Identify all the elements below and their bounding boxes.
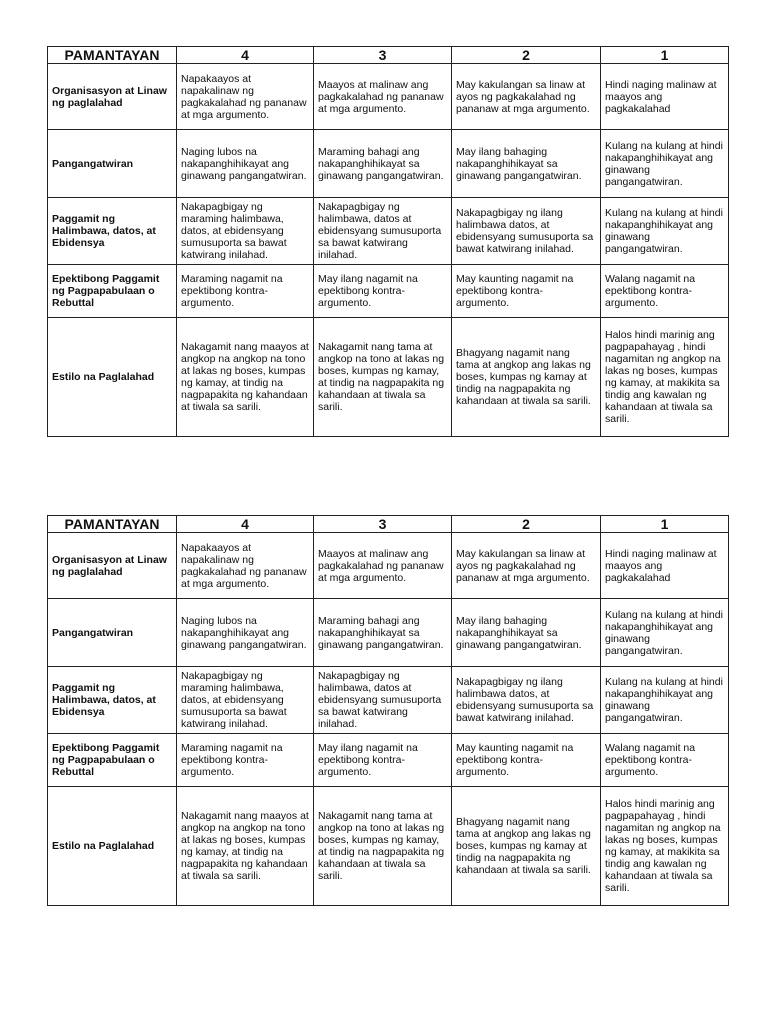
rubric-cell: Nakapagbigay ng ilang halimbawa datos, at ebidensyang sumusuporta sa bawat katwirang inilahad. [452,667,601,734]
rubric-cell: Maraming bahagi ang nakapanghihikayat sa ginawang pangangatwiran. [314,599,452,667]
header-score-3: 3 [314,47,452,64]
rubric-cell: Hindi naging malinaw at maayos ang pagkakalahad [601,64,729,130]
rubric-cell: May kakulangan sa linaw at ayos ng pagkakalahad ng pananaw at mga argumento. [452,64,601,130]
header-score-3: 3 [314,516,452,533]
header-score-4: 4 [177,47,314,64]
rubric-cell: Naging lubos na nakapanghihikayat ang ginawang pangangatwiran. [177,130,314,198]
rubric-cell: Kulang na kulang at hindi nakapanghihikayat ang ginawang pangangatwiran. [601,198,729,265]
rubric-cell: Halos hindi marinig ang pagpapahayag , hindi nagamitan ng angkop na lakas ng boses, kumpas ng kamay, at makikita sa tindig ang kawalan ng kahandaan at tiwala sa sarili. [601,787,729,906]
criterion-label: Epektibong Paggamit ng Pagpapabulaan o Rebuttal [48,734,177,787]
criterion-label: Epektibong Paggamit ng Pagpapabulaan o Rebuttal [48,265,177,318]
header-row [48,516,729,533]
rubric-cell: Napakaayos at napakalinaw ng pagkakalahad ng pananaw at mga argumento. [177,533,314,599]
rubric-cell: May kaunting nagamit na epektibong kontra-argumento. [452,734,601,787]
rubric-cell: Kulang na kulang at hindi nakapanghihikayat ang ginawang pangangatwiran. [601,599,729,667]
header-row [48,47,729,64]
rubric-cell: May ilang nagamit na epektibong kontra-argumento. [314,265,452,318]
header-criterion: PAMANTAYAN [48,516,177,533]
table-row [48,64,729,130]
table-row [48,198,729,265]
rubric-table-top [47,46,729,437]
criterion-label: Estilo na Paglalahad [48,318,177,437]
criterion-label: Organisasyon at Linaw ng paglalahad [48,64,177,130]
rubric-cell: Nakagamit nang tama at angkop na tono at lakas ng boses, kumpas ng kamay, at tindig na nagpapakita ng kahandaan at tiwala sa sarili. [314,318,452,437]
table-row [48,130,729,198]
rubric-cell: Nakapagbigay ng maraming halimbawa, datos, at ebidensyang sumusuporta sa bawat katwirang inilahad. [177,198,314,265]
rubric-cell: Nakapagbigay ng maraming halimbawa, datos, at ebidensyang sumusuporta sa bawat katwirang inilahad. [177,667,314,734]
rubric-cell: Kulang na kulang at hindi nakapanghihikayat ang ginawang pangangatwiran. [601,130,729,198]
rubric-cell: Maraming bahagi ang nakapanghihikayat sa ginawang pangangatwiran. [314,130,452,198]
table-row [48,667,729,734]
rubric-cell: Bhagyang nagamit nang tama at angkop ang lakas ng boses, kumpas ng kamay at tindig na nagpapakita ng kahandaan at tiwala sa sarili. [452,787,601,906]
rubric-cell: Maraming nagamit na epektibong kontra-argumento. [177,265,314,318]
criterion-label: Paggamit ng Halimbawa, datos, at Ebidensya [48,198,177,265]
rubric-cell: Naging lubos na nakapanghihikayat ang ginawang pangangatwiran. [177,599,314,667]
criterion-label: Pangangatwiran [48,599,177,667]
rubric-cell: Nakagamit nang maayos at angkop na angkop na tono at lakas ng boses, kumpas ng kamay, at tindig na nagpapakita ng kahandaan at tiwala sa sarili. [177,318,314,437]
table-row [48,533,729,599]
rubric-cell: Maraming nagamit na epektibong kontra-argumento. [177,734,314,787]
rubric-cell: Maayos at malinaw ang pagkakalahad ng pananaw at mga argumento. [314,533,452,599]
rubric-cell: Nakapagbigay ng ilang halimbawa datos, at ebidensyang sumusuporta sa bawat katwirang inilahad. [452,198,601,265]
rubric-cell: Hindi naging malinaw at maayos ang pagkakalahad [601,533,729,599]
rubric-cell: Maayos at malinaw ang pagkakalahad ng pananaw at mga argumento. [314,64,452,130]
criterion-label: Paggamit ng Halimbawa, datos, at Ebidensya [48,667,177,734]
rubric-cell: Nakapagbigay ng halimbawa, datos at ebidensyang sumusuporta sa bawat katwirang inilahad. [314,667,452,734]
rubric-cell: Walang nagamit na epektibong kontra-argumento. [601,734,729,787]
header-score-4: 4 [177,516,314,533]
table-row [48,318,729,437]
rubric-cell: Nakagamit nang tama at angkop na tono at lakas ng boses, kumpas ng kamay, at tindig na nagpapakita ng kahandaan at tiwala sa sarili. [314,787,452,906]
criterion-label: Organisasyon at Linaw ng paglalahad [48,533,177,599]
table-row [48,599,729,667]
rubric-cell: May ilang nagamit na epektibong kontra-argumento. [314,734,452,787]
rubric-cell: Kulang na kulang at hindi nakapanghihikayat ang ginawang pangangatwiran. [601,667,729,734]
header-score-2: 2 [452,47,601,64]
header-score-2: 2 [452,516,601,533]
table-row [48,734,729,787]
header-score-1: 1 [601,516,729,533]
rubric-cell: Nakagamit nang maayos at angkop na angkop na tono at lakas ng boses, kumpas ng kamay, at tindig na nagpapakita ng kahandaan at tiwala sa sarili. [177,787,314,906]
rubric-cell: Walang nagamit na epektibong kontra-argumento. [601,265,729,318]
header-score-1: 1 [601,47,729,64]
rubric-cell: Napakaayos at napakalinaw ng pagkakalahad ng pananaw at mga argumento. [177,64,314,130]
table-row [48,787,729,906]
rubric-cell: Bhagyang nagamit nang tama at angkop ang lakas ng boses, kumpas ng kamay at tindig na nagpapakita ng kahandaan at tiwala sa sarili. [452,318,601,437]
criterion-label: Estilo na Paglalahad [48,787,177,906]
table-row [48,265,729,318]
criterion-label: Pangangatwiran [48,130,177,198]
rubric-cell: May ilang bahaging nakapanghihikayat sa ginawang pangangatwiran. [452,599,601,667]
rubric-cell: May ilang bahaging nakapanghihikayat sa ginawang pangangatwiran. [452,130,601,198]
rubric-cell: May kaunting nagamit na epektibong kontra-argumento. [452,265,601,318]
rubric-table-bottom [47,515,729,906]
rubric-cell: Nakapagbigay ng halimbawa, datos at ebidensyang sumusuporta sa bawat katwirang inilahad. [314,198,452,265]
rubric-cell: May kakulangan sa linaw at ayos ng pagkakalahad ng pananaw at mga argumento. [452,533,601,599]
rubric-cell: Halos hindi marinig ang pagpapahayag , hindi nagamitan ng angkop na lakas ng boses, kumpas ng kamay, at makikita sa tindig ang kawalan ng kahandaan at tiwala sa sarili. [601,318,729,437]
header-criterion: PAMANTAYAN [48,47,177,64]
